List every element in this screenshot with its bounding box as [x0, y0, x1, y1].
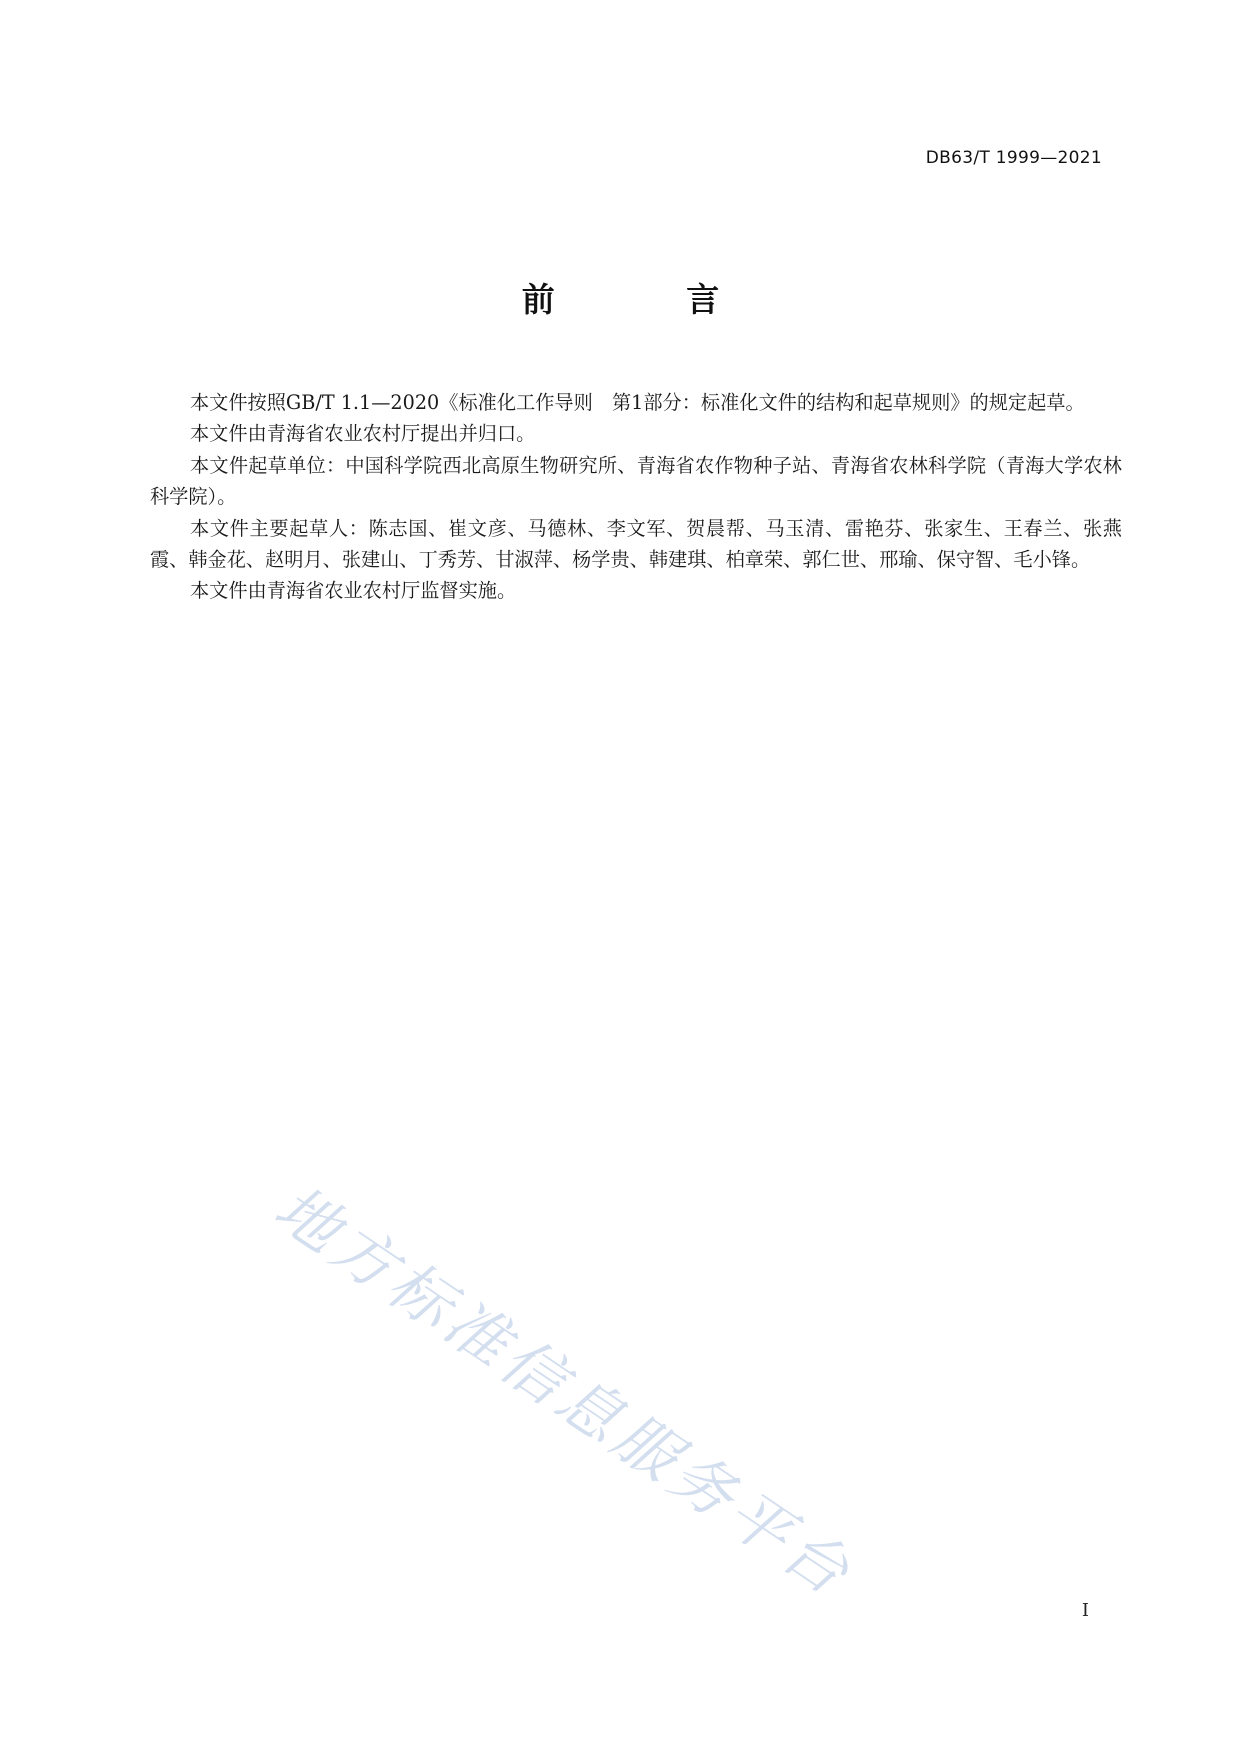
page-number: I — [1081, 1600, 1089, 1621]
foreword-body — [150, 387, 1122, 607]
paragraph-drafters: 本文件主要起草人：陈志国、崔文彦、马德林、李文军、贺晨帮、马玉清、雷艳芬、张家生、王春兰、张燕霞、韩金花、赵明月、张建山、丁秀芳、甘淑萍、杨学贵、韩建琪、柏章荣、郭仁世、邢瑜、保守智、毛小锋。 — [150, 516, 1122, 572]
paragraph-proposer: 本文件由青海省农业农村厅提出并归口。 — [190, 422, 536, 446]
paragraph-drafting-basis: 本文件按照GB/T 1.1—2020《标准化工作导则 第1部分：标准化文件的结构和起草规则》的规定起草。 — [190, 391, 1085, 414]
paragraph-drafting-units: 本文件起草单位：中国科学院西北高原生物研究所、青海省农作物种子站、青海省农林科学院（青海大学农林科学院）。 — [150, 453, 1122, 509]
page-title: 前 言 — [521, 280, 780, 319]
document-code: DB63/T 1999—2021 — [925, 148, 1102, 168]
watermark: 地方标准信息服务平台 — [261, 1170, 867, 1612]
paragraph-supervision: 本文件由青海省农业农村厅监督实施。 — [190, 579, 517, 603]
